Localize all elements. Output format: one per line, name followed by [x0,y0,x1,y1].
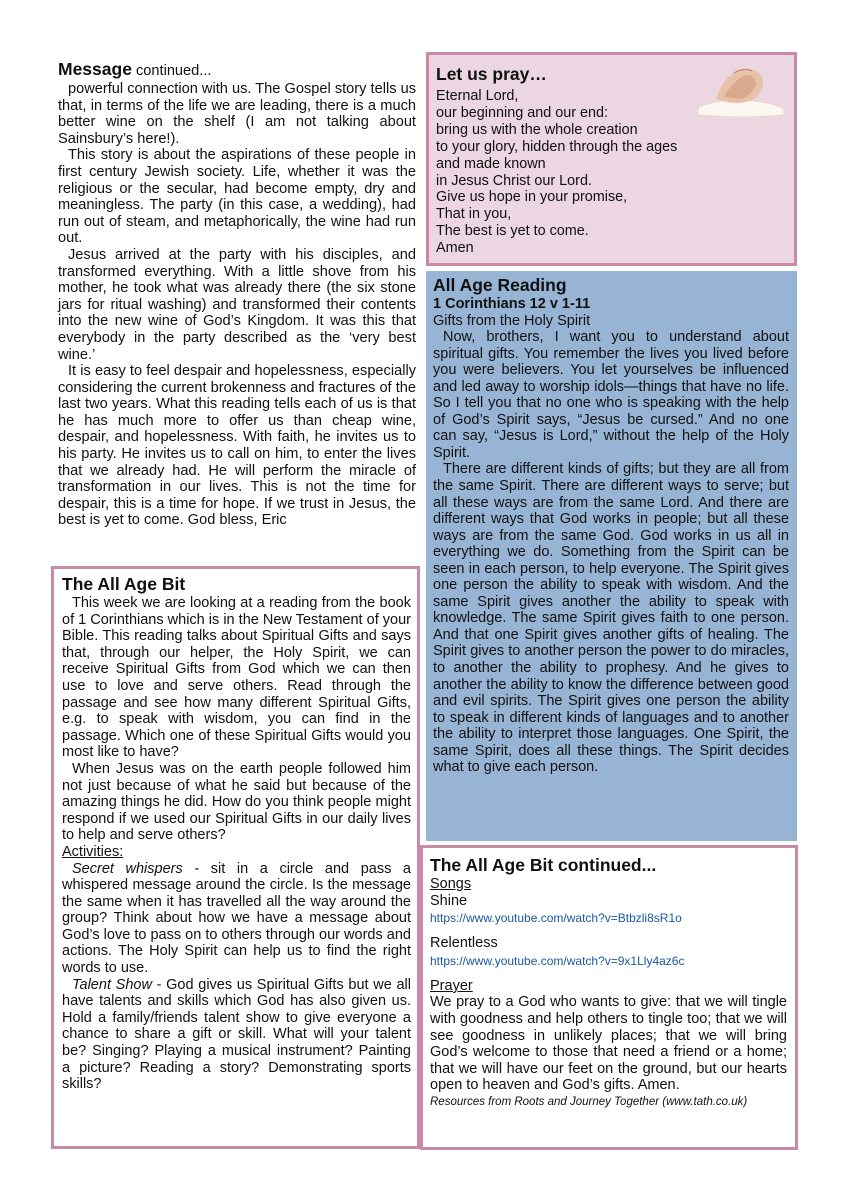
message-paragraph-2: This story is about the aspirations of these people in first century Jewish society. Life, whether it was the religious or the secular, had become empty, dry and meaningless. The party (in this case, a wedding), had run out of steam, and metaphorically, the wine had run out. [58,147,416,247]
message-paragraph-4: It is easy to feel despair and hopelessness, especially considering the current brokenness and fractures of the last two years. What this reading tells each of us is that he has much more to offer us than cheap wine, despair, and hopelessness. With faith, he invites us to his party. He invites us to call on him, to enter the lives that we already had. He will perform the miracle of transformation in our lives. This is not the time for despair, this is a time for hope. If we trust in Jesus, the best is yet to come. God bless, Eric [58,363,416,529]
song-title: Relentless [430,935,498,952]
activity-text: - God gives us Spiritual Gifts but we all have talents and skills which God has also given us. Hold a family/friends talent show to give everyone a chance to share a gift or skill. What will your talent be? Singing? Playing a musical instrument? Painting a picture? Reading a story? Demonstrating sports skills? [62,976,411,1093]
prayer-line: in Jesus Christ our Lord. [436,172,592,189]
activity-talent-show [62,977,411,1093]
all-age-reading-box [426,271,797,841]
activity-text: - sit in a circle and pass a whispered message around the circle. Is the message the same when it has travelled all the way around the group? Think about how we have a message about God’s love to pass on to others through our words and actions. The Holy Spirit can help us to find the right words to use. [62,860,411,977]
resources-credit: Resources from Roots and Journey Together (www.tath.co.uk) [430,1095,748,1108]
prayer-line: bring us with the whole creation [436,121,638,138]
reading-subtitle: Gifts from the Holy Spirit [433,312,591,329]
prayer-line: That in you, [436,206,512,223]
song-link[interactable]: https://www.youtube.com/watch?v=9x1Lly4az6c [430,953,685,968]
praying-hands-image [694,61,786,119]
message-continued: continued... [131,63,212,79]
activity-title: Talent Show [72,976,152,993]
song-link[interactable]: https://www.youtube.com/watch?v=Btbzli8sR1o [430,911,682,926]
all-age-paragraph-1: This week we are looking at a reading from the book of 1 Corinthians which is in the New Testament of your Bible. This reading talks about Spiritual Gifts and says that, through our helper, the Holy Spirit, we can receive Spiritual Gifts from God which we can then use to love and serve others. Read through the passage and see how many different Spiritual Gifts, e.g. to speak with wisdom, you can find in the passage. Which one of these Spiritual Gifts would you most like to have? [62,595,411,761]
all-age-paragraph-2: When Jesus was on the earth people followed him not just because of what he said but because of the amazing things he did. How do you think people might respond if we used our Spiritual Gifts in our daily lives to help and serve others? [62,760,411,844]
let-us-pray-box [426,52,797,266]
message-section [58,59,416,529]
song-title: Shine [430,892,468,909]
prayer-label: Prayer [430,977,473,994]
activities-label: Activities: [62,843,124,860]
prayer-line: Give us hope in your promise, [436,189,628,206]
prayer-line: The best is yet to come. [436,223,589,240]
message-title: Message [58,59,132,79]
all-age-continued-title: The All Age Bit continued... [430,855,657,875]
prayer-line: Eternal Lord, [436,88,519,104]
prayer-line: Amen [436,240,474,257]
message-heading [58,59,416,81]
all-age-bit-title: The All Age Bit [62,574,186,594]
songs-label: Songs [430,876,472,892]
reading-title: All Age Reading [433,275,567,295]
message-paragraph-3: Jesus arrived at the party with his disciples, and transformed everything. With a little shove from his mother, he took what was already there (the six stone jars for ritual washing) and transformed their contents into the new wine of God’s Kingdom. It was this that everybody in the party described as the ‘very best wine.’ [58,246,416,363]
reading-paragraph-2: There are different kinds of gifts; but they are all from the same Spirit. There are different ways to serve; but all these ways are from the same Lord. And there are different ways that God works in people; but all these ways are from the same God. God works in us all in everything we do. Something from the Spirit can be seen in each person, to help everyone. The Spirit gives one person the ability to speak with wisdom. And the same Spirit gives another the ability to speak with knowledge. The same Spirit gives faith to one person. And that one Spirit gives another gifts of healing. The Spirit gives to another person the power to do miracles, to another the ability to prophesy. And he gives to another the ability to know the difference between good and evil spirits. The Spirit gives one person the ability to speak in different kinds of languages and to another the ability to interpret those languages. One Spirit, the same Spirit, does all these things. The Spirit decides what to give each person. [433,461,789,776]
message-paragraph-1: powerful connection with us. The Gospel story tells us that, in terms of the life we are leading, there is a much better wine on the shelf (I am not talking about Sainsbury’s here!). [58,81,416,147]
reading-reference: 1 Corinthians 12 v 1-11 [433,296,591,312]
all-age-bit-continued-box [420,845,798,1150]
activity-title: Secret whispers [72,860,183,877]
let-us-pray-title: Let us pray… [436,64,547,84]
prayer-line: to your glory, hidden through the ages [436,138,678,155]
prayer-line: our beginning and our end: [436,104,609,121]
prayer-line: and made known [436,155,546,172]
activity-secret-whispers [62,861,411,977]
all-age-bit-box [51,566,420,1149]
closing-prayer: We pray to a God who wants to give: that we will tingle with goodness and help others to tingle too; that we will see goodness in unlikely places; that we will bring God’s welcome to those that need a friend or a home; that we will have our feet on the ground, but our hearts open to heaven and God’s gifts. Amen. [430,994,787,1094]
reading-paragraph-1: Now, brothers, I want you to understand about spiritual gifts. You remember the lives you lived before you were believers. You let yourselves be influenced and led away to worship idols—things that have no life. So I tell you that no one who is speaking with the help of God’s Spirit says, “Jesus be cursed.” And no one can say, “Jesus is Lord,” without the help of the Holy Spirit. [433,329,789,461]
